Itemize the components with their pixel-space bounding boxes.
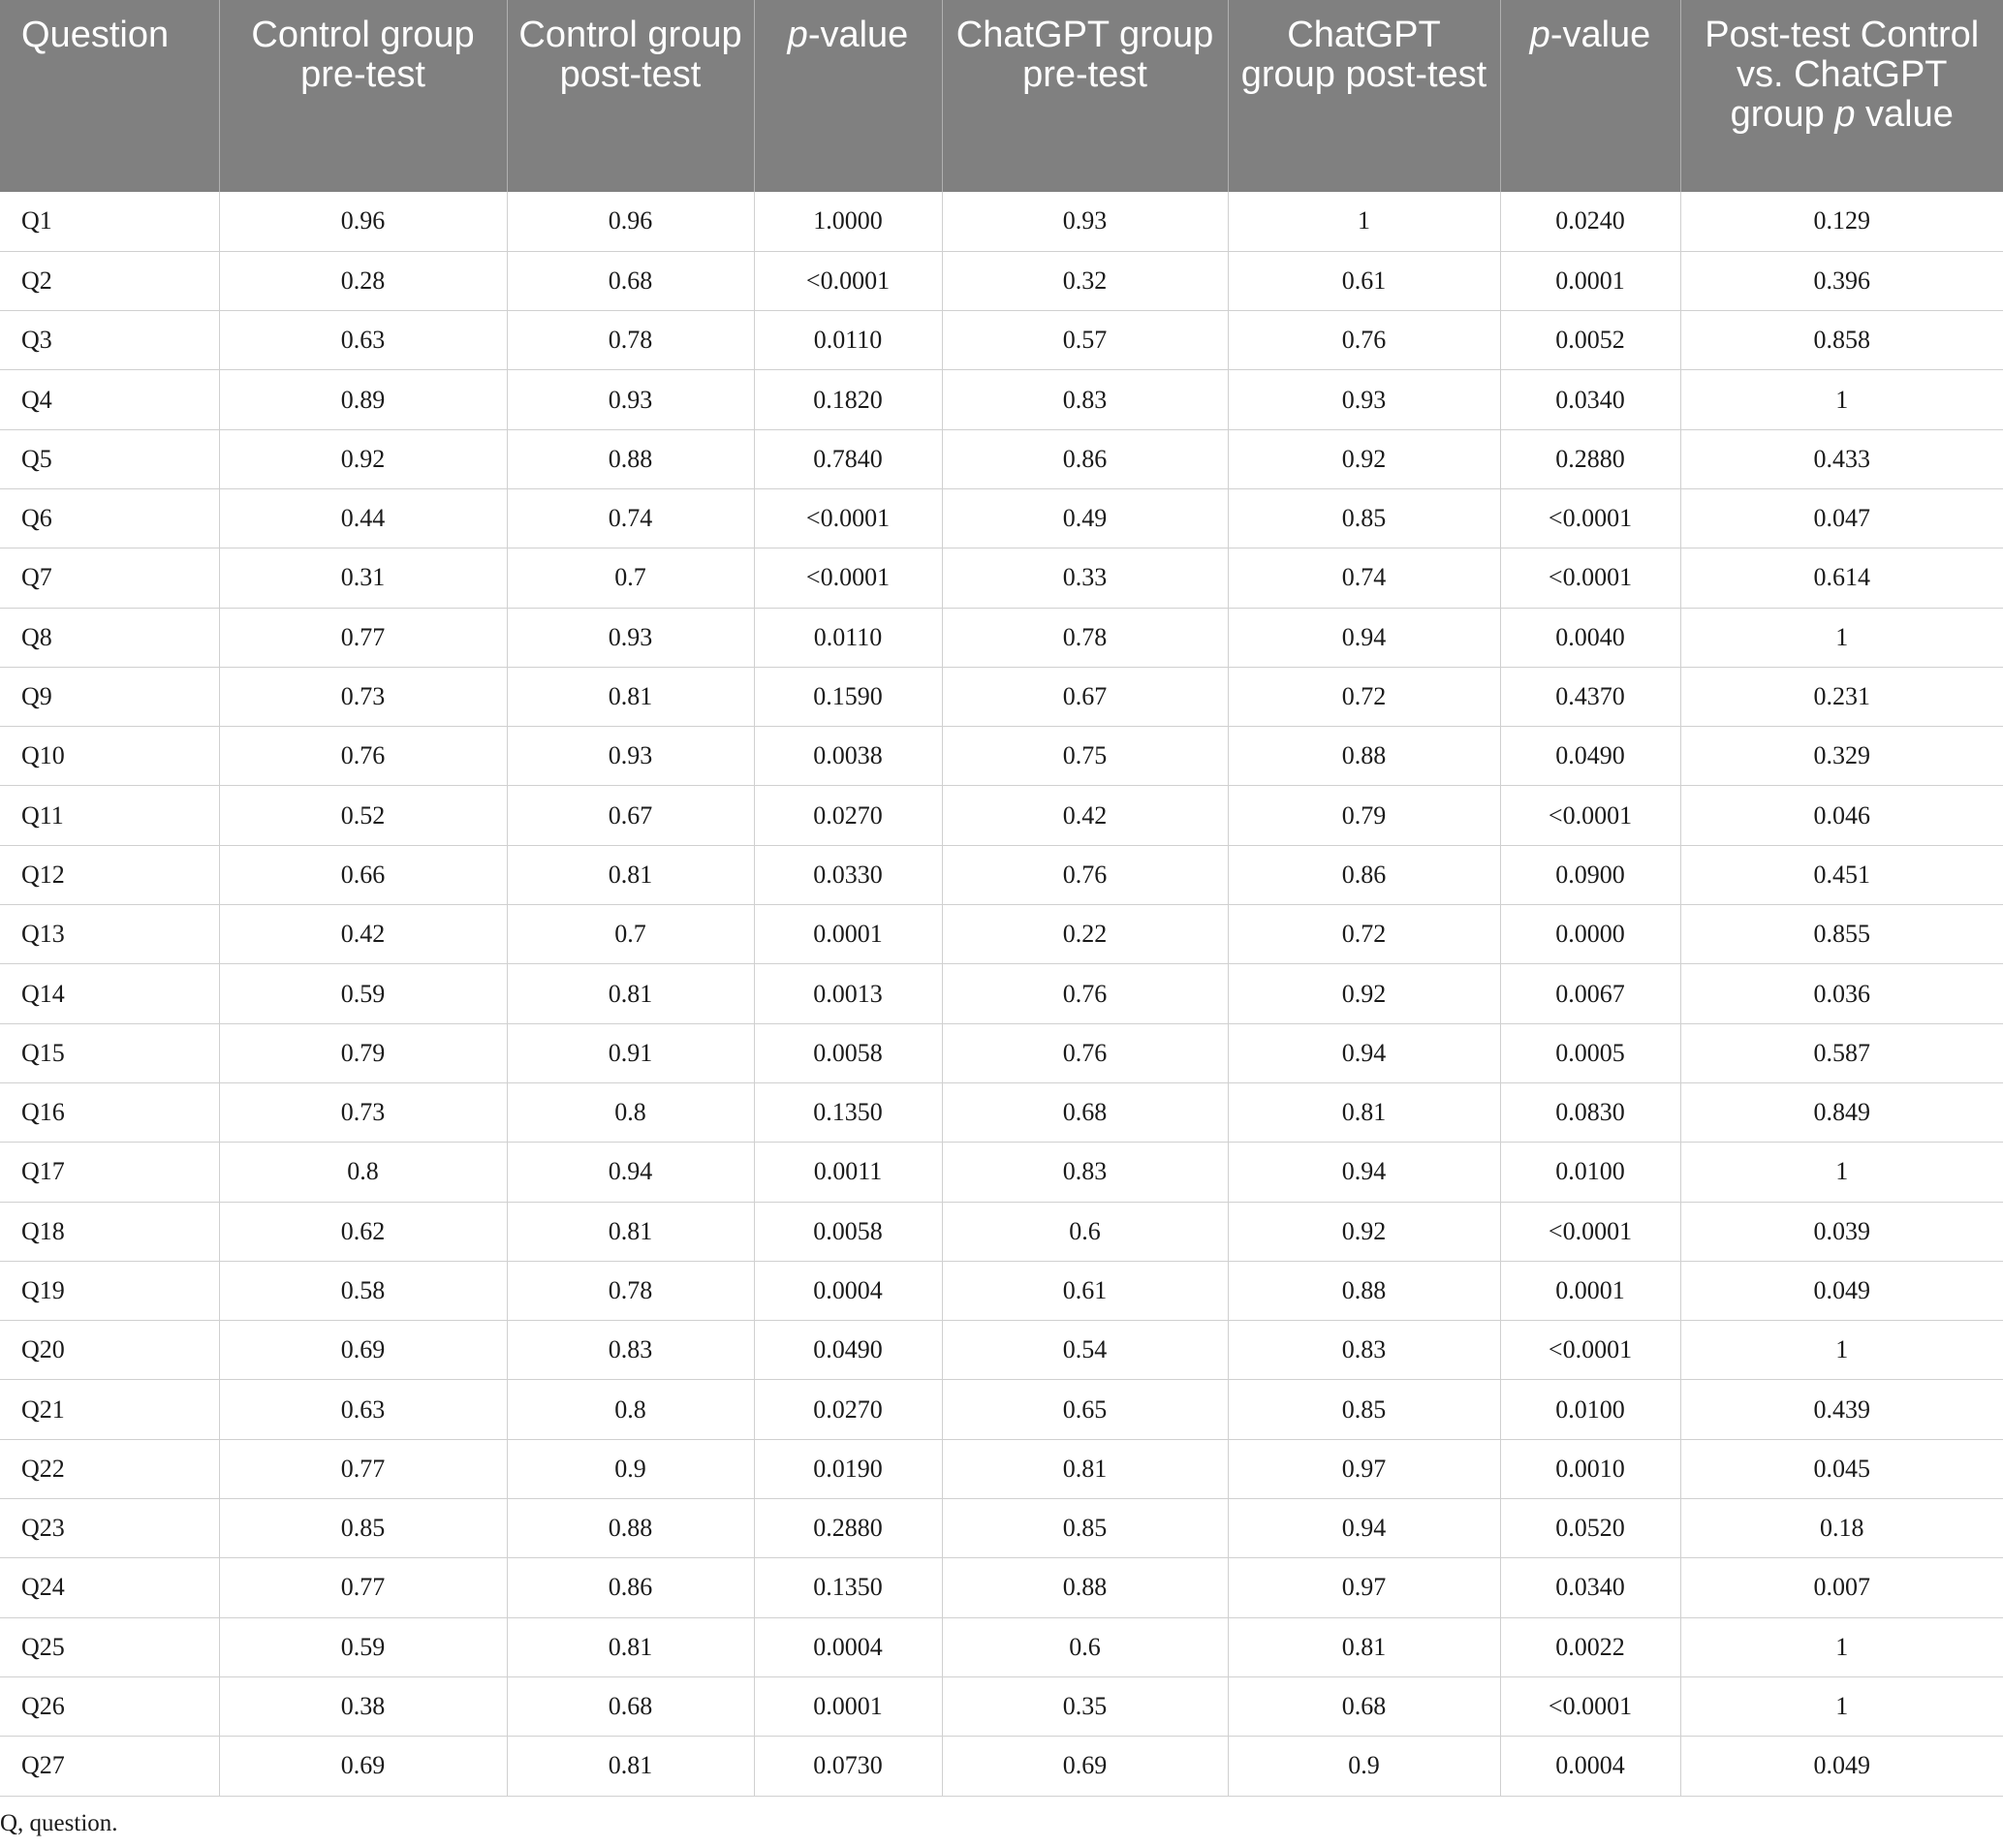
chatgpt-p-value-cell: <0.0001 [1500, 548, 1680, 608]
chatgpt-pre-cell: 0.32 [942, 251, 1228, 310]
chatgpt-post-cell: 0.74 [1228, 548, 1500, 608]
chatgpt-post-cell: 0.92 [1228, 429, 1500, 488]
chatgpt-post-cell: 0.94 [1228, 1023, 1500, 1082]
header-text: ChatGPT group pre-test [955, 15, 1214, 95]
question-cell: Q2 [0, 251, 219, 310]
chatgpt-p-value-cell: 0.0490 [1500, 727, 1680, 786]
chatgpt-p-value-cell: 0.0001 [1500, 251, 1680, 310]
chatgpt-post-cell: 0.88 [1228, 1261, 1500, 1320]
control-post-cell: 0.81 [507, 1202, 754, 1261]
table-row [0, 1737, 2003, 1796]
control-p-value-cell: 1.0000 [754, 192, 942, 251]
table-row [0, 548, 2003, 608]
chatgpt-pre-cell: 0.68 [942, 1082, 1228, 1142]
chatgpt-p-value-cell: 0.0022 [1500, 1617, 1680, 1676]
table-row [0, 370, 2003, 429]
comparison-p-value-cell: 0.047 [1680, 488, 2003, 548]
question-cell: Q19 [0, 1261, 219, 1320]
table-row [0, 1617, 2003, 1676]
table-row [0, 1558, 2003, 1617]
question-cell: Q5 [0, 429, 219, 488]
table-row [0, 488, 2003, 548]
header-chatgpt-p-value [1500, 0, 1680, 192]
table-row [0, 1023, 2003, 1082]
chatgpt-post-cell: 1 [1228, 192, 1500, 251]
table-row [0, 429, 2003, 488]
control-pre-cell: 0.59 [219, 964, 507, 1023]
comparison-p-value-cell: 0.439 [1680, 1380, 2003, 1439]
table-footnote: Q, question. [0, 1810, 118, 1836]
question-cell: Q16 [0, 1082, 219, 1142]
comparison-p-value-cell: 0.451 [1680, 845, 2003, 904]
comparison-p-value-cell: 0.433 [1680, 429, 2003, 488]
chatgpt-pre-cell: 0.6 [942, 1617, 1228, 1676]
chatgpt-post-cell: 0.83 [1228, 1321, 1500, 1380]
control-pre-cell: 0.58 [219, 1261, 507, 1320]
control-post-cell: 0.8 [507, 1082, 754, 1142]
control-post-cell: 0.8 [507, 1380, 754, 1439]
table-row [0, 905, 2003, 964]
table-row [0, 1082, 2003, 1142]
control-p-value-cell: <0.0001 [754, 488, 942, 548]
chatgpt-pre-cell: 0.76 [942, 845, 1228, 904]
chatgpt-p-value-cell: 0.0004 [1500, 1737, 1680, 1796]
question-cell: Q17 [0, 1143, 219, 1202]
comparison-p-value-cell: 0.045 [1680, 1439, 2003, 1498]
control-p-value-cell: 0.0490 [754, 1321, 942, 1380]
control-p-value-cell: 0.0013 [754, 964, 942, 1023]
control-post-cell: 0.68 [507, 251, 754, 310]
chatgpt-p-value-cell: 0.0340 [1500, 1558, 1680, 1617]
control-pre-cell: 0.96 [219, 192, 507, 251]
chatgpt-post-cell: 0.85 [1228, 488, 1500, 548]
question-cell: Q18 [0, 1202, 219, 1261]
control-post-cell: 0.78 [507, 1261, 754, 1320]
table-row [0, 964, 2003, 1023]
control-pre-cell: 0.73 [219, 667, 507, 726]
chatgpt-post-cell: 0.72 [1228, 667, 1500, 726]
control-post-cell: 0.9 [507, 1439, 754, 1498]
chatgpt-post-cell: 0.61 [1228, 251, 1500, 310]
control-p-value-cell: 0.0330 [754, 845, 942, 904]
header-italic-p: p [1834, 94, 1856, 135]
comparison-p-value-cell: 0.049 [1680, 1261, 2003, 1320]
header-question [0, 0, 219, 192]
question-cell: Q4 [0, 370, 219, 429]
table-row [0, 608, 2003, 667]
control-p-value-cell: 0.0004 [754, 1261, 942, 1320]
chatgpt-pre-cell: 0.75 [942, 727, 1228, 786]
table-row [0, 1499, 2003, 1558]
chatgpt-pre-cell: 0.76 [942, 964, 1228, 1023]
control-post-cell: 0.7 [507, 548, 754, 608]
table-row [0, 251, 2003, 310]
table-row [0, 1439, 2003, 1498]
control-pre-cell: 0.8 [219, 1143, 507, 1202]
control-pre-cell: 0.77 [219, 608, 507, 667]
header-italic-p: p [1529, 15, 1550, 55]
control-pre-cell: 0.42 [219, 905, 507, 964]
question-cell: Q22 [0, 1439, 219, 1498]
control-pre-cell: 0.89 [219, 370, 507, 429]
chatgpt-p-value-cell: 0.0900 [1500, 845, 1680, 904]
question-cell: Q11 [0, 786, 219, 845]
chatgpt-post-cell: 0.68 [1228, 1676, 1500, 1736]
control-p-value-cell: 0.7840 [754, 429, 942, 488]
question-cell: Q8 [0, 608, 219, 667]
chatgpt-post-cell: 0.94 [1228, 1143, 1500, 1202]
question-cell: Q15 [0, 1023, 219, 1082]
comparison-p-value-cell: 0.007 [1680, 1558, 2003, 1617]
control-post-cell: 0.81 [507, 964, 754, 1023]
header-row [0, 0, 2003, 192]
control-post-cell: 0.81 [507, 845, 754, 904]
question-cell: Q7 [0, 548, 219, 608]
question-cell: Q6 [0, 488, 219, 548]
chatgpt-post-cell: 0.81 [1228, 1082, 1500, 1142]
header-text-suffix: value [1855, 94, 1954, 135]
header-text: ChatGPT group post-test [1240, 15, 1487, 95]
control-p-value-cell: 0.0001 [754, 1676, 942, 1736]
chatgpt-pre-cell: 0.49 [942, 488, 1228, 548]
chatgpt-p-value-cell: 0.4370 [1500, 667, 1680, 726]
control-post-cell: 0.83 [507, 1321, 754, 1380]
chatgpt-pre-cell: 0.83 [942, 1143, 1228, 1202]
chatgpt-pre-cell: 0.86 [942, 429, 1228, 488]
control-post-cell: 0.78 [507, 311, 754, 370]
control-p-value-cell: 0.0730 [754, 1737, 942, 1796]
chatgpt-pre-cell: 0.93 [942, 192, 1228, 251]
question-cell: Q26 [0, 1676, 219, 1736]
control-post-cell: 0.96 [507, 192, 754, 251]
control-pre-cell: 0.79 [219, 1023, 507, 1082]
question-cell: Q10 [0, 727, 219, 786]
chatgpt-p-value-cell: <0.0001 [1500, 488, 1680, 548]
chatgpt-pre-cell: 0.61 [942, 1261, 1228, 1320]
control-p-value-cell: 0.0011 [754, 1143, 942, 1202]
table-row [0, 1676, 2003, 1736]
question-cell: Q27 [0, 1737, 219, 1796]
table-row [0, 1380, 2003, 1439]
control-post-cell: 0.93 [507, 608, 754, 667]
question-cell: Q1 [0, 192, 219, 251]
chatgpt-p-value-cell: 0.0520 [1500, 1499, 1680, 1558]
control-pre-cell: 0.63 [219, 311, 507, 370]
question-cell: Q3 [0, 311, 219, 370]
comparison-p-value-cell: 1 [1680, 1676, 2003, 1736]
chatgpt-p-value-cell: 0.2880 [1500, 429, 1680, 488]
chatgpt-pre-cell: 0.69 [942, 1737, 1228, 1796]
table-row [0, 786, 2003, 845]
control-p-value-cell: 0.1350 [754, 1082, 942, 1142]
question-cell: Q21 [0, 1380, 219, 1439]
chatgpt-pre-cell: 0.35 [942, 1676, 1228, 1736]
control-post-cell: 0.81 [507, 1737, 754, 1796]
comparison-p-value-cell: 0.396 [1680, 251, 2003, 310]
table-row [0, 845, 2003, 904]
question-cell: Q14 [0, 964, 219, 1023]
chatgpt-p-value-cell: 0.0830 [1500, 1082, 1680, 1142]
comparison-p-value-cell: 0.129 [1680, 192, 2003, 251]
chatgpt-pre-cell: 0.65 [942, 1380, 1228, 1439]
control-post-cell: 0.94 [507, 1143, 754, 1202]
chatgpt-pre-cell: 0.83 [942, 370, 1228, 429]
header-text: Question [21, 15, 170, 55]
header-text: Control group post-test [518, 15, 742, 95]
control-pre-cell: 0.31 [219, 548, 507, 608]
table-row [0, 192, 2003, 251]
control-p-value-cell: 0.2880 [754, 1499, 942, 1558]
comparison-p-value-cell: 0.614 [1680, 548, 2003, 608]
control-pre-cell: 0.59 [219, 1617, 507, 1676]
control-pre-cell: 0.77 [219, 1439, 507, 1498]
control-post-cell: 0.86 [507, 1558, 754, 1617]
control-pre-cell: 0.69 [219, 1737, 507, 1796]
chatgpt-pre-cell: 0.33 [942, 548, 1228, 608]
control-post-cell: 0.88 [507, 429, 754, 488]
chatgpt-post-cell: 0.94 [1228, 1499, 1500, 1558]
chatgpt-p-value-cell: 0.0067 [1500, 964, 1680, 1023]
chatgpt-p-value-cell: <0.0001 [1500, 786, 1680, 845]
table-body [0, 192, 2003, 1796]
control-post-cell: 0.91 [507, 1023, 754, 1082]
comparison-p-value-cell: 1 [1680, 1617, 2003, 1676]
question-cell: Q13 [0, 905, 219, 964]
table-row [0, 1261, 2003, 1320]
control-post-cell: 0.74 [507, 488, 754, 548]
chatgpt-post-cell: 0.93 [1228, 370, 1500, 429]
chatgpt-pre-cell: 0.85 [942, 1499, 1228, 1558]
chatgpt-post-cell: 0.81 [1228, 1617, 1500, 1676]
control-p-value-cell: 0.1820 [754, 370, 942, 429]
header-chatgpt-pre [942, 0, 1228, 192]
header-text-suffix: -value [1549, 15, 1651, 55]
chatgpt-p-value-cell: 0.0100 [1500, 1143, 1680, 1202]
header-control-pre [219, 0, 507, 192]
chatgpt-pre-cell: 0.67 [942, 667, 1228, 726]
chatgpt-pre-cell: 0.81 [942, 1439, 1228, 1498]
chatgpt-post-cell: 0.9 [1228, 1737, 1500, 1796]
comparison-p-value-cell: 0.046 [1680, 786, 2003, 845]
table-header [0, 0, 2003, 192]
chatgpt-pre-cell: 0.57 [942, 311, 1228, 370]
chatgpt-post-cell: 0.94 [1228, 608, 1500, 667]
chatgpt-pre-cell: 0.76 [942, 1023, 1228, 1082]
control-pre-cell: 0.73 [219, 1082, 507, 1142]
chatgpt-post-cell: 0.92 [1228, 964, 1500, 1023]
header-text-suffix: -value [807, 15, 909, 55]
control-p-value-cell: 0.0058 [754, 1202, 942, 1261]
control-p-value-cell: <0.0001 [754, 251, 942, 310]
chatgpt-post-cell: 0.92 [1228, 1202, 1500, 1261]
question-cell: Q25 [0, 1617, 219, 1676]
control-pre-cell: 0.76 [219, 727, 507, 786]
chatgpt-p-value-cell: 0.0010 [1500, 1439, 1680, 1498]
table-row [0, 311, 2003, 370]
comparison-p-value-cell: 0.587 [1680, 1023, 2003, 1082]
comparison-p-value-cell: 1 [1680, 1143, 2003, 1202]
control-p-value-cell: 0.1590 [754, 667, 942, 726]
control-p-value-cell: 0.1350 [754, 1558, 942, 1617]
control-pre-cell: 0.38 [219, 1676, 507, 1736]
chatgpt-p-value-cell: <0.0001 [1500, 1202, 1680, 1261]
control-p-value-cell: 0.0270 [754, 786, 942, 845]
control-p-value-cell: <0.0001 [754, 548, 942, 608]
chatgpt-p-value-cell: 0.0005 [1500, 1023, 1680, 1082]
table-row [0, 1143, 2003, 1202]
control-p-value-cell: 0.0270 [754, 1380, 942, 1439]
chatgpt-p-value-cell: 0.0000 [1500, 905, 1680, 964]
control-post-cell: 0.68 [507, 1676, 754, 1736]
control-p-value-cell: 0.0110 [754, 311, 942, 370]
control-p-value-cell: 0.0190 [754, 1439, 942, 1498]
control-pre-cell: 0.92 [219, 429, 507, 488]
control-pre-cell: 0.66 [219, 845, 507, 904]
control-post-cell: 0.88 [507, 1499, 754, 1558]
chatgpt-pre-cell: 0.88 [942, 1558, 1228, 1617]
table-row [0, 727, 2003, 786]
header-post-test-comparison [1680, 0, 2003, 192]
comparison-p-value-cell: 0.858 [1680, 311, 2003, 370]
control-pre-cell: 0.52 [219, 786, 507, 845]
chatgpt-post-cell: 0.79 [1228, 786, 1500, 845]
control-pre-cell: 0.63 [219, 1380, 507, 1439]
chatgpt-p-value-cell: 0.0340 [1500, 370, 1680, 429]
table-row [0, 1321, 2003, 1380]
chatgpt-post-cell: 0.88 [1228, 727, 1500, 786]
comparison-p-value-cell: 0.049 [1680, 1737, 2003, 1796]
control-p-value-cell: 0.0001 [754, 905, 942, 964]
control-post-cell: 0.81 [507, 1617, 754, 1676]
comparison-p-value-cell: 0.039 [1680, 1202, 2003, 1261]
control-p-value-cell: 0.0110 [754, 608, 942, 667]
chatgpt-p-value-cell: 0.0052 [1500, 311, 1680, 370]
header-chatgpt-post [1228, 0, 1500, 192]
header-text: Post-test Control vs. ChatGPT group [1705, 15, 1980, 135]
control-post-cell: 0.81 [507, 667, 754, 726]
comparison-p-value-cell: 1 [1680, 1321, 2003, 1380]
chatgpt-pre-cell: 0.42 [942, 786, 1228, 845]
control-post-cell: 0.67 [507, 786, 754, 845]
chatgpt-p-value-cell: 0.0240 [1500, 192, 1680, 251]
chatgpt-pre-cell: 0.22 [942, 905, 1228, 964]
control-p-value-cell: 0.0038 [754, 727, 942, 786]
chatgpt-pre-cell: 0.78 [942, 608, 1228, 667]
header-text: Control group pre-test [251, 15, 475, 95]
chatgpt-post-cell: 0.72 [1228, 905, 1500, 964]
control-pre-cell: 0.28 [219, 251, 507, 310]
question-cell: Q23 [0, 1499, 219, 1558]
control-post-cell: 0.93 [507, 727, 754, 786]
comparison-p-value-cell: 0.18 [1680, 1499, 2003, 1558]
comparison-p-value-cell: 0.849 [1680, 1082, 2003, 1142]
control-p-value-cell: 0.0058 [754, 1023, 942, 1082]
comparison-p-value-cell: 0.231 [1680, 667, 2003, 726]
chatgpt-post-cell: 0.86 [1228, 845, 1500, 904]
header-control-post [507, 0, 754, 192]
question-cell: Q9 [0, 667, 219, 726]
table-row [0, 667, 2003, 726]
chatgpt-p-value-cell: 0.0040 [1500, 608, 1680, 667]
question-cell: Q24 [0, 1558, 219, 1617]
chatgpt-p-value-cell: 0.0001 [1500, 1261, 1680, 1320]
chatgpt-pre-cell: 0.54 [942, 1321, 1228, 1380]
chatgpt-post-cell: 0.76 [1228, 311, 1500, 370]
chatgpt-post-cell: 0.97 [1228, 1439, 1500, 1498]
table-row [0, 1202, 2003, 1261]
chatgpt-pre-cell: 0.6 [942, 1202, 1228, 1261]
comparison-p-value-cell: 1 [1680, 370, 2003, 429]
header-control-p-value [754, 0, 942, 192]
control-pre-cell: 0.85 [219, 1499, 507, 1558]
control-pre-cell: 0.44 [219, 488, 507, 548]
question-cell: Q12 [0, 845, 219, 904]
chatgpt-p-value-cell: <0.0001 [1500, 1321, 1680, 1380]
control-post-cell: 0.7 [507, 905, 754, 964]
chatgpt-post-cell: 0.97 [1228, 1558, 1500, 1617]
control-pre-cell: 0.77 [219, 1558, 507, 1617]
comparison-p-value-cell: 1 [1680, 608, 2003, 667]
control-post-cell: 0.93 [507, 370, 754, 429]
comparison-p-value-cell: 0.329 [1680, 727, 2003, 786]
control-p-value-cell: 0.0004 [754, 1617, 942, 1676]
comparison-p-value-cell: 0.855 [1680, 905, 2003, 964]
chatgpt-post-cell: 0.85 [1228, 1380, 1500, 1439]
chatgpt-p-value-cell: 0.0100 [1500, 1380, 1680, 1439]
comparison-p-value-cell: 0.036 [1680, 964, 2003, 1023]
chatgpt-p-value-cell: <0.0001 [1500, 1676, 1680, 1736]
header-italic-p: p [787, 15, 808, 55]
control-pre-cell: 0.62 [219, 1202, 507, 1261]
control-pre-cell: 0.69 [219, 1321, 507, 1380]
question-cell: Q20 [0, 1321, 219, 1380]
